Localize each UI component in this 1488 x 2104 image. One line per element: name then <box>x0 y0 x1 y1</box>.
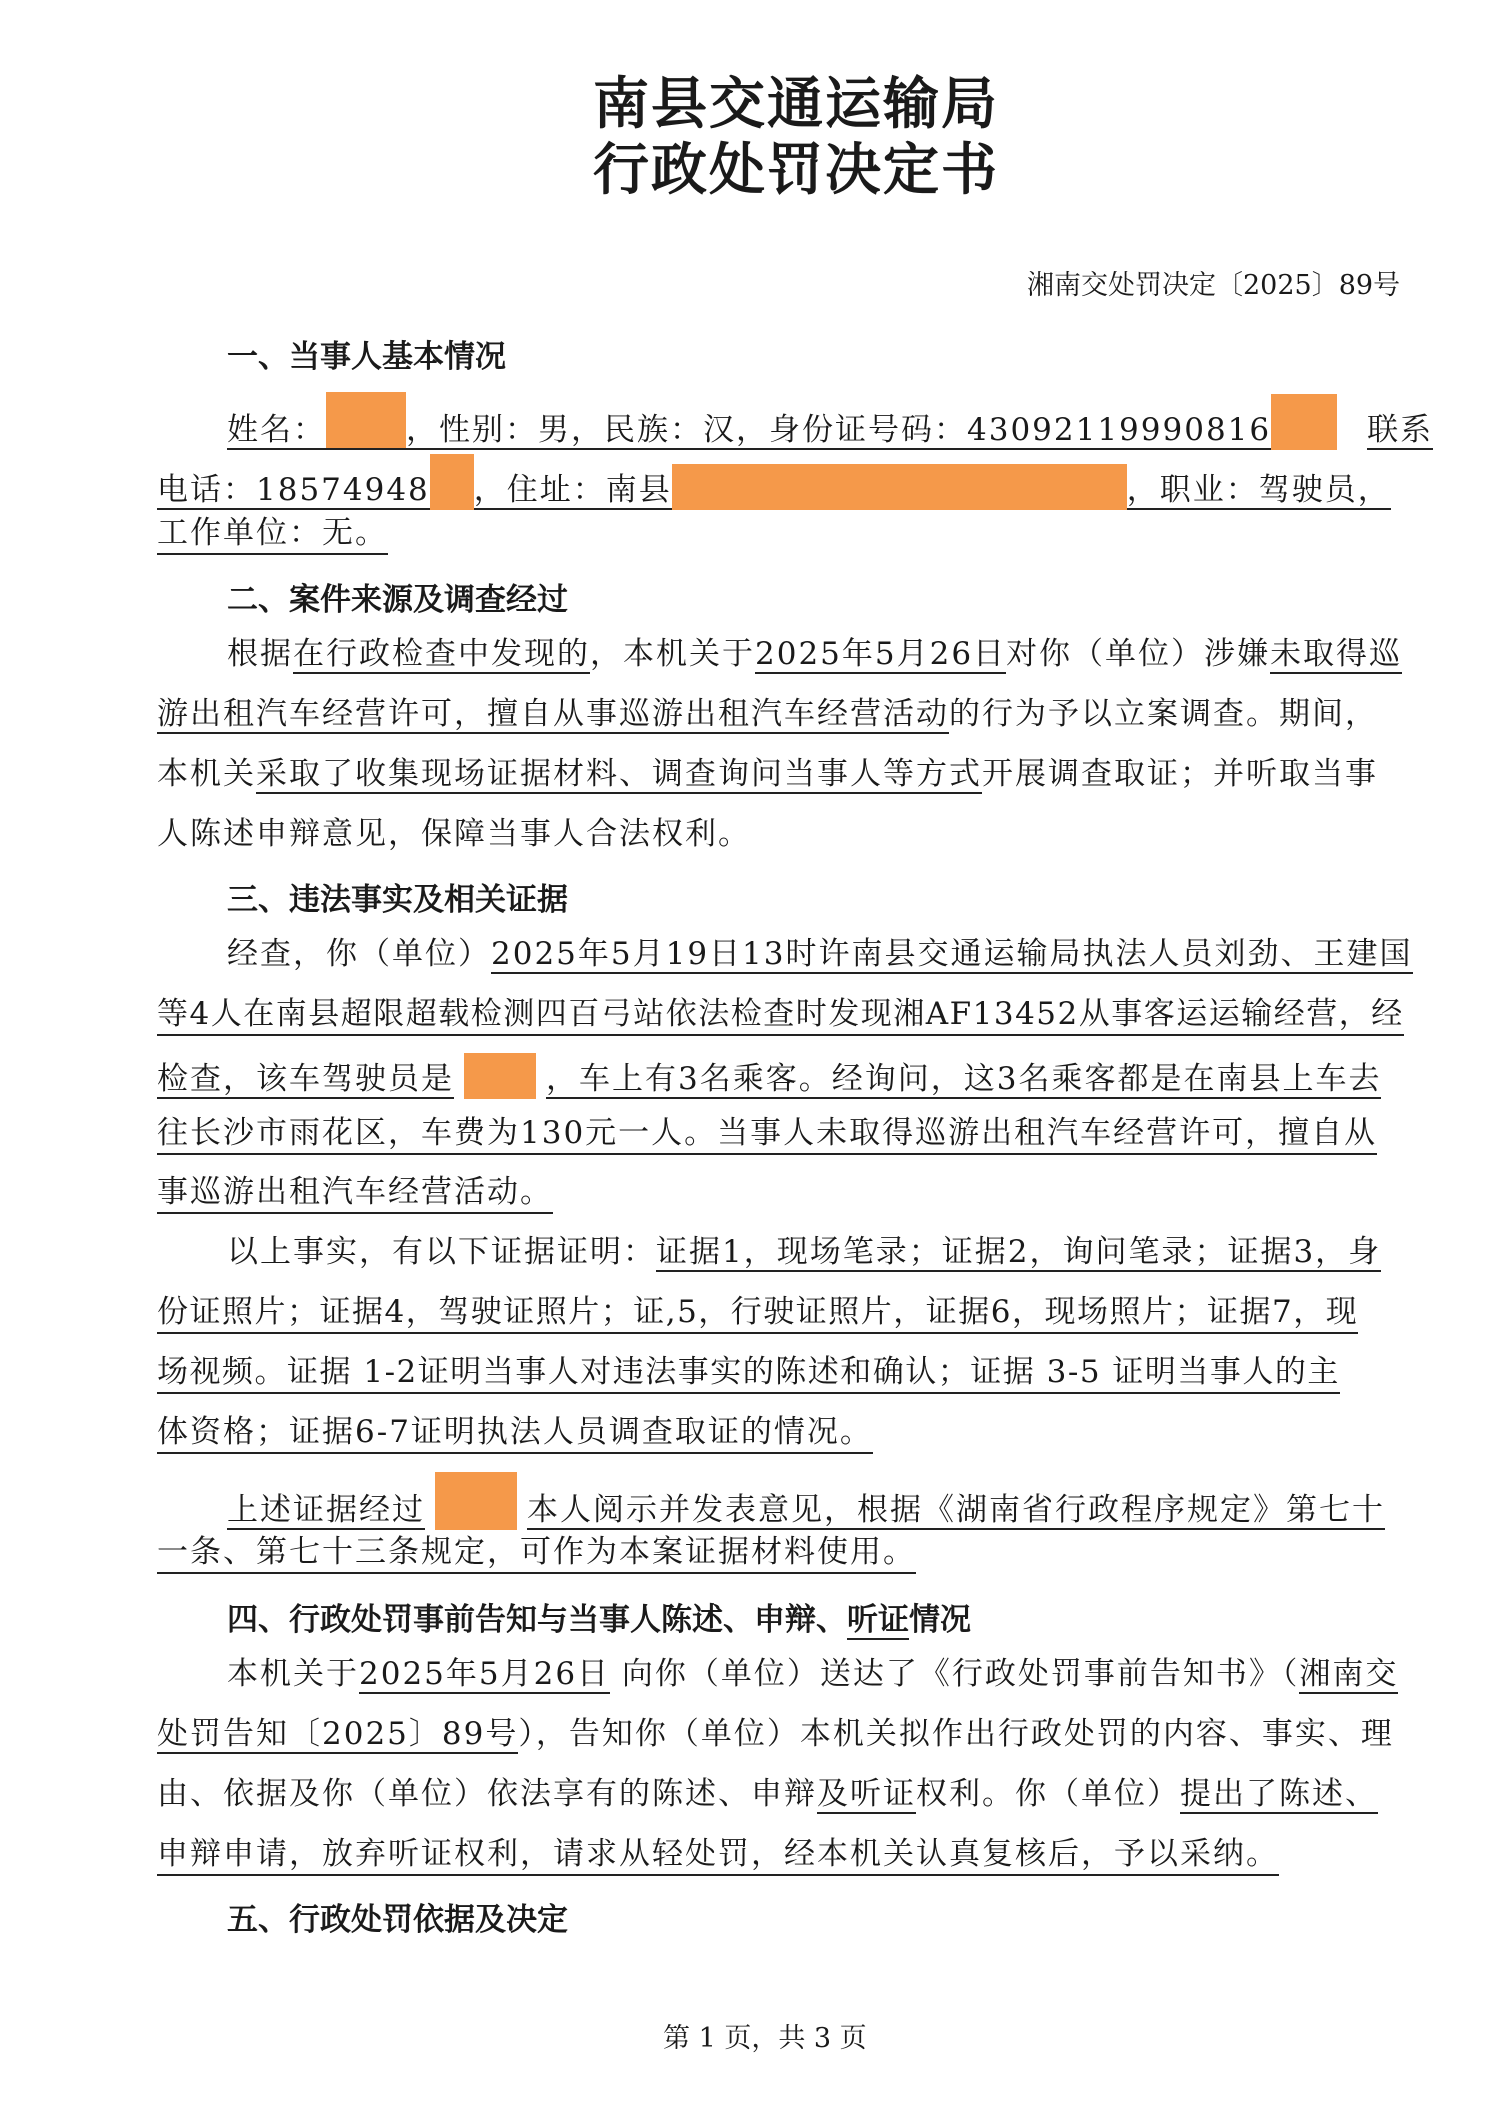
paragraph-line: 处罚告知〔2025〕89号），告知你（单位）本机关拟作出行政处罚的内容、事实、理 <box>157 1716 1394 1752</box>
paragraph-line: 由、依据及你（单位）依法享有的陈述、申辩及听证权利。你（单位）提出了陈述、 <box>157 1776 1378 1812</box>
redaction-block <box>430 454 474 510</box>
section-heading-1: 一、当事人基本情况 <box>227 339 506 375</box>
paragraph-line: 游出租汽车经营许可，擅自从事巡游出租汽车经营活动的行为予以立案调查。期间， <box>157 696 1378 732</box>
page-number: 第 1 页，共 3 页 <box>663 2023 867 2054</box>
redaction-block <box>1271 394 1337 450</box>
paragraph-line: 本机关于2025年5月26日 向你（单位）送达了《行政处罚事前告知书》（湘南交 <box>227 1656 1399 1692</box>
paragraph-line: 一条、第七十三条规定，可作为本案证据材料使用。 <box>157 1532 916 1574</box>
paragraph-line: 根据在行政检查中发现的，本机关于2025年5月26日对你（单位）涉嫌未取得巡 <box>227 636 1403 672</box>
paragraph-line: 人陈述申辩意见，保障当事人合法权利。 <box>157 816 751 852</box>
section-heading-2: 二、案件来源及调查经过 <box>227 582 568 618</box>
paragraph-line: 申辩申请，放弃听证权利，请求从轻处罚，经本机关认真复核后，予以采纳。 <box>157 1834 1279 1876</box>
paragraph-line: 体资格；证据6-7证明执法人员调查取证的情况。 <box>157 1412 873 1454</box>
paragraph-line: 电话：18574948 ，住址：南县 ，职业：驾驶员， <box>157 454 1405 510</box>
paragraph-line: 以上事实，有以下证据证明：证据1，现场笔录；证据2，询问笔录；证据3，身 <box>227 1234 1382 1270</box>
paragraph-line: 检查，该车驾驶员是 ，车上有3名乘客。经询问，这3名乘客都是在南县上车去 <box>157 1053 1381 1099</box>
redaction-block <box>464 1053 536 1099</box>
paragraph-line: 事巡游出租汽车经营活动。 <box>157 1172 553 1214</box>
paragraph-line: 经查，你（单位）2025年5月19日13时许南县交通运输局执法人员刘劲、王建国 <box>227 936 1413 972</box>
paragraph-line: 等4人在南县超限超载检测四百弓站依法检查时发现湘AF13452从事客运运输经营，经 <box>157 994 1404 1036</box>
section-heading-3: 三、违法事实及相关证据 <box>227 882 568 918</box>
section-heading-5: 五、行政处罚依据及决定 <box>227 1902 568 1938</box>
paragraph-line: 往长沙市雨花区，车费为130元一人。当事人未取得巡游出租汽车经营许可，擅自从 <box>157 1113 1377 1155</box>
paragraph-line: 上述证据经过 本人阅示并发表意见，根据《湖南省行政程序规定》第七十 <box>227 1472 1385 1530</box>
paragraph-line: 姓名： ，性别：男，民族：汉，身份证号码：43092119990816 联系 <box>157 392 1405 450</box>
redaction-block <box>435 1472 517 1530</box>
document-number: 湘南交处罚决定〔2025〕89号 <box>1027 270 1401 301</box>
document-title: 行政处罚决定书 <box>593 138 999 203</box>
paragraph-line: 份证照片；证据4，驾驶证照片；证,5，行驶证照片，证据6，现场照片；证据7，现 <box>157 1292 1358 1334</box>
paragraph-line: 本机关采取了收集现场证据材料、调查询问当事人等方式开展调查取证；并听取当事 <box>157 756 1378 792</box>
redaction-block <box>326 392 406 450</box>
paragraph-line: 工作单位：无。 <box>157 513 388 555</box>
paragraph-line: 场视频。证据 1-2证明当事人对违法事实的陈述和确认；证据 3-5 证明当事人的主 <box>157 1352 1340 1394</box>
agency-title: 南县交通运输局 <box>593 72 999 137</box>
section-heading-4: 四、行政处罚事前告知与当事人陈述、申辩、听证情况 <box>227 1602 971 1638</box>
redaction-block <box>672 464 1127 510</box>
